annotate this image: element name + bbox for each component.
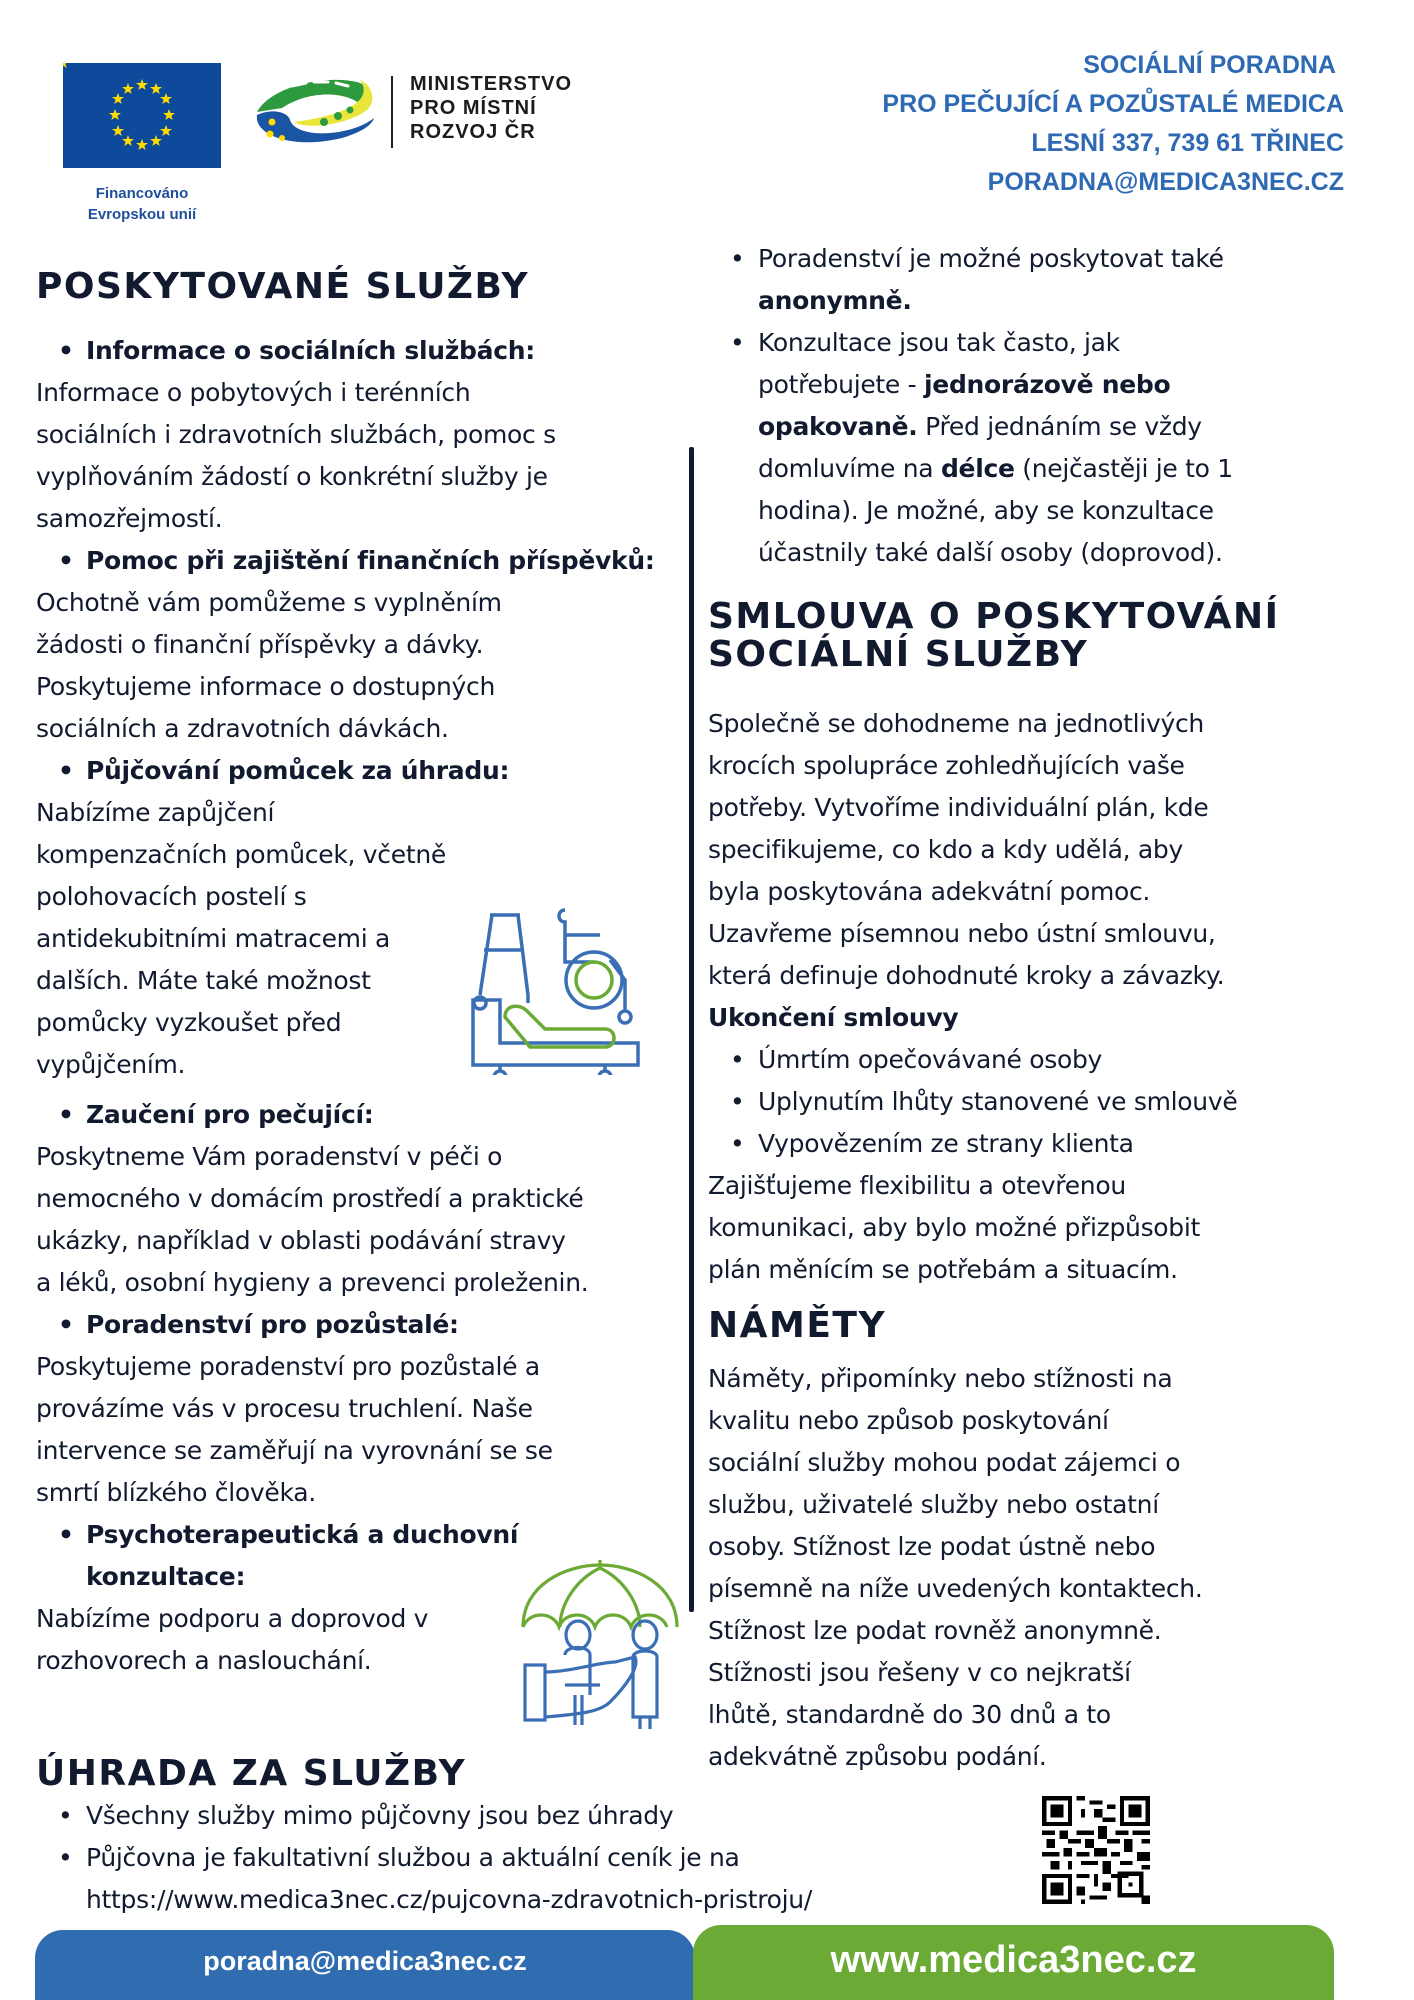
suggestions-line: lhůtě, standardně do 30 dnů a to: [708, 1700, 1111, 1729]
service-desc-line: smrtí blízkého člověka.: [36, 1478, 316, 1507]
eu-caption-line: Financováno: [95, 185, 189, 202]
suggestions-line: písemně na níže uvedených kontaktech.: [708, 1574, 1203, 1603]
rental-price-link[interactable]: https://www.medica3nec.cz/pujcovna-zdravotnich-pristroju/: [86, 1885, 812, 1914]
suggestions-line: službu, uživatelé služby nebo ostatní: [708, 1490, 1159, 1519]
service-desc-line: samozřejmostí.: [36, 504, 223, 533]
service-desc-line: Nabízíme podporu a doprovod v: [36, 1604, 429, 1633]
eu-flag-logo: [63, 63, 221, 168]
suggestions-line: sociální služby mohou podat zájemci o: [708, 1448, 1181, 1477]
service-desc-line: pomůcky vyzkoušet před: [36, 1008, 342, 1037]
eu-funding-caption: [55, 183, 229, 225]
consult-bold-text: opakovaně.: [758, 412, 918, 441]
service-desc-line: ukázky, například v oblasti podávání stravy: [36, 1226, 566, 1255]
service-desc-line: Poskytujeme informace o dostupných: [36, 672, 495, 701]
consult-bold-text: jednorázově nebo: [924, 370, 1171, 399]
service-desc-line: polohovacích postelí s: [36, 882, 307, 911]
ministry-name: [410, 72, 572, 144]
consult-bullet-line: • Konzultace jsou tak často, jak: [708, 322, 1348, 364]
eu-stars-icon: [63, 63, 221, 168]
footer-email-link[interactable]: poradna@medica3nec.cz: [35, 1930, 695, 2000]
service-heading: • Půjčování pomůcek za úhradu:: [36, 750, 696, 792]
service-desc-line: antidekubitními matracemi a: [36, 924, 391, 953]
consult-bold-text: anonymně.: [758, 286, 912, 315]
termination-item: • Vypovězením ze strany klienta: [708, 1123, 1348, 1165]
ministry-name-line: MINISTERSTVO: [410, 73, 573, 95]
service-heading: • Psychoterapeutická a duchovní: [36, 1514, 696, 1556]
logo-divider: [391, 76, 393, 148]
service-heading-cont: konzultace:: [86, 1562, 246, 1591]
service-desc-line: dalších. Máte také možnost: [36, 966, 371, 995]
service-desc-line: Poskytujeme poradenství pro pozůstalé a: [36, 1352, 540, 1381]
consult-text: domluvíme na: [758, 454, 941, 483]
payment-item: • Všechny služby mimo půjčovny jsou bez úhrady: [36, 1795, 1036, 1837]
consult-text: Před jednáním se vždy: [917, 412, 1202, 441]
contract-line: potřeby. Vytvoříme individuální plán, kde: [708, 793, 1209, 822]
service-heading: • Poradenství pro pozůstalé:: [36, 1304, 696, 1346]
contract-title: [708, 598, 1348, 674]
termination-item: • Uplynutím lhůty stanovené ve smlouvě: [708, 1081, 1348, 1123]
service-heading: • Pomoc při zajištění finančních příspěvků:: [36, 540, 696, 582]
contract-closing-line: Zajišťujeme flexibilitu a otevřenou: [708, 1171, 1126, 1200]
ministry-logo-icon: [252, 70, 382, 150]
suggestions-line: Stížnosti jsou řešeny v co nejkratší: [708, 1658, 1131, 1687]
contract-closing-line: komunikaci, aby bylo možné přizpůsobit: [708, 1213, 1201, 1242]
service-desc-line: sociálních a zdravotních dávkách.: [36, 714, 449, 743]
contract-title-line: SMLOUVA O POSKYTOVÁNÍ: [708, 596, 1280, 637]
service-desc-line: provázíme vás v procesu truchlení. Naše: [36, 1394, 533, 1423]
payment-title: ÚHRADA ZA SLUŽBY: [36, 1753, 467, 1794]
consult-text: (nejčastěji je to 1: [1014, 454, 1233, 483]
contract-line: krocích spolupráce zohledňujících vaše: [708, 751, 1185, 780]
column-divider: [689, 447, 694, 1612]
eu-caption-line: Evropskou unií: [87, 206, 197, 223]
service-desc-line: intervence se zaměřují na vyrovnání se se: [36, 1436, 553, 1465]
medical-aids-icon: [470, 905, 645, 1075]
service-desc-line: rozhovorech a naslouchání.: [36, 1646, 372, 1675]
consult-line: [708, 364, 1348, 406]
service-desc-line: a léků, osobní hygieny a prevenci proleženin.: [36, 1268, 589, 1297]
consult-line: hodina). Je možné, aby se konzultace: [758, 496, 1214, 525]
consult-bullet-line: • Poradenství je možné poskytovat také: [708, 238, 1348, 280]
service-desc-line: vyplňováním žádostí o konkrétní služby je: [36, 462, 548, 491]
suggestions-title: NÁMĚTY: [708, 1305, 887, 1346]
contract-line: Společně se dohodneme na jednotlivých: [708, 709, 1204, 738]
consult-text: potřebujete -: [758, 370, 925, 399]
org-email[interactable]: PORADNA@MEDICA3NEC.CZ: [987, 168, 1344, 196]
consult-line: [708, 406, 1348, 448]
payment-item: • Půjčovna je fakultativní službou a aktuální ceník je na: [36, 1837, 1036, 1879]
consultation-info: [708, 238, 1348, 574]
service-desc-line: Poskytneme Vám poradenství v péči o: [36, 1142, 503, 1171]
contract-line: která definuje dohodnuté kroky a závazky.: [708, 961, 1225, 990]
org-address: LESNÍ 337, 739 61 TŘINEC: [1031, 129, 1344, 157]
consult-bold-text: délce: [940, 454, 1015, 483]
service-heading: • Informace o sociálních službách:: [36, 330, 696, 372]
suggestions-line: kvalitu nebo způsob poskytování: [708, 1406, 1109, 1435]
service-desc-line: žádosti o finanční příspěvky a dávky.: [36, 630, 484, 659]
suggestions-line: adekvátně způsobu podání.: [708, 1742, 1047, 1771]
suggestions-line: osoby. Stížnost lze podat ústně nebo: [708, 1532, 1156, 1561]
suggestions-line: Stížnost lze podat rovněž anonymně.: [708, 1616, 1162, 1645]
service-desc-line: nemocného v domácím prostředí a praktické: [36, 1184, 584, 1213]
service-desc-line: Nabízíme zapůjčení: [36, 798, 275, 827]
service-desc-line: kompenzačních pomůcek, včetně: [36, 840, 446, 869]
contract-line: byla poskytována adekvátní pomoc.: [708, 877, 1151, 906]
service-desc-line: vypůjčením.: [36, 1050, 186, 1079]
consult-line: účastnily také další osoby (doprovod).: [758, 538, 1223, 567]
consult-line: [708, 448, 1348, 490]
qr-code[interactable]: [1042, 1796, 1150, 1904]
service-heading: • Zaučení pro pečující:: [36, 1094, 696, 1136]
service-desc-line: Ochotně vám pomůžeme s vyplněním: [36, 588, 502, 617]
termination-item: • Úmrtím opečovávané osoby: [708, 1039, 1348, 1081]
contract-title-line: SOCIÁLNÍ SLUŽBY: [708, 634, 1089, 675]
contract-line: Uzavřeme písemnou nebo ústní smlouvu,: [708, 919, 1216, 948]
org-name: SOCIÁLNÍ PORADNA: [1083, 51, 1336, 79]
termination-heading: Ukončení smlouvy: [708, 1003, 959, 1032]
footer-website-link[interactable]: www.medica3nec.cz: [693, 1925, 1334, 2000]
services-title: POSKYTOVANÉ SLUŽBY: [36, 266, 530, 307]
ministry-name-line: PRO MÍSTNÍ: [410, 97, 537, 119]
service-desc-line: sociálních i zdravotních službách, pomoc s: [36, 420, 556, 449]
suggestions-line: Náměty, připomínky nebo stížnosti na: [708, 1364, 1173, 1393]
care-umbrella-icon: [520, 1560, 680, 1735]
contract-closing-line: plán měnícím se potřebám a situacím.: [708, 1255, 1178, 1284]
contract-line: specifikujeme, co kdo a kdy udělá, aby: [708, 835, 1183, 864]
ministry-name-line: ROZVOJ ČR: [410, 121, 536, 143]
organization-contact-block: [882, 46, 1344, 202]
contract-body: [708, 703, 1348, 1291]
payment-list: [36, 1795, 1036, 1921]
service-desc-line: Informace o pobytových i terénních: [36, 378, 471, 407]
suggestions-body: [708, 1358, 1348, 1778]
org-subtitle: PRO PEČUJÍCÍ A POZŮSTALÉ MEDICA: [882, 90, 1344, 118]
